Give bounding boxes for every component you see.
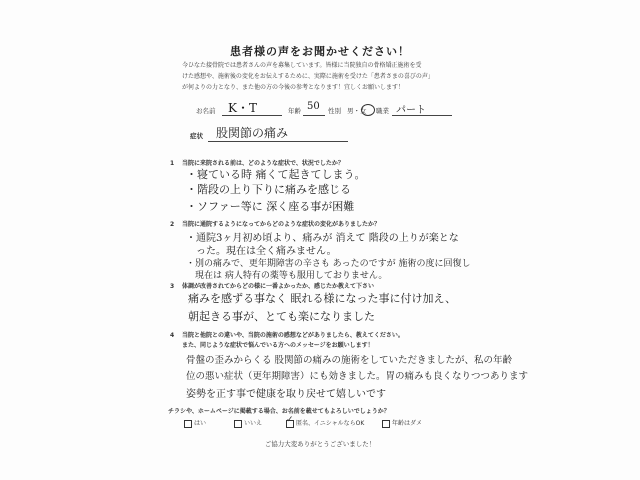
option-no-age[interactable] <box>382 418 422 428</box>
q2-answer-3: ・別の痛みで、更年期障害の辛さも あったのですが 施術の度に回復し <box>186 259 471 269</box>
q2-answer-1: ・通院3ヶ月初め頃より、痛みが 消えて 階段の上りが楽とな <box>186 233 459 244</box>
job-label: 職業 <box>376 107 389 115</box>
gender-circle-mark <box>361 104 375 116</box>
job-value: パート <box>396 105 426 116</box>
question-1-text: 当院に来院される前は、どのような症状で、状況でしたか？ <box>182 160 344 167</box>
intro-line-3: が何よりの力となり、また他の方の今後の参考となります！宜しくお願いします！ <box>182 84 405 91</box>
q3-answer-2: 朝起きる事が、とても楽になりました <box>188 310 375 323</box>
q3-answer-1: 痛みを感ずる事なく 眠れる様になった事に付け加え、 <box>188 292 457 305</box>
name-label: お名前 <box>196 107 216 115</box>
option-yes-checkbox[interactable] <box>184 420 192 428</box>
symptom-value: 股関節の痛み <box>216 126 289 140</box>
footer-thanks: ご協力大変ありがとうございました！ <box>264 440 376 448</box>
option-yes[interactable] <box>184 418 206 428</box>
option-no-checkbox[interactable] <box>234 420 242 428</box>
age-value: 50 <box>307 101 320 112</box>
intro-line-2: けた感想や、施術後の変化をお伝えするために、実際に施術を受けた「患者さまの喜びの声」 <box>182 73 434 80</box>
gender-label: 性別 <box>328 107 341 115</box>
job-underline <box>392 115 452 116</box>
question-4-subtext: また、同じような症状で悩んでいる方へのメッセージをお願いします！ <box>182 342 374 349</box>
q1-answer-2: ・階段の上り下りに痛みを感じる <box>186 183 351 196</box>
age-label: 年齢 <box>288 107 301 115</box>
option-no-label: いいえ <box>244 420 263 427</box>
option-no-age-checkbox[interactable] <box>382 420 390 428</box>
q4-answer-1: 骨盤の歪みからくる 股関節の痛みの施術をしていただきましたが、私の年齢 <box>186 355 513 366</box>
option-no[interactable] <box>234 418 262 428</box>
form-title: 患者様の声をお聞かせください！ <box>230 45 410 58</box>
q2-answer-4: 現在は 病人特有の薬等も服用しておりません。 <box>186 271 388 281</box>
q4-answer-3: 姿勢を正す事で健康を取り戻せて嬉しいです <box>186 389 386 400</box>
name-value: K・T <box>228 101 257 115</box>
question-3 <box>170 281 374 290</box>
age-underline <box>303 115 325 116</box>
publish-question: チラシや、ホームページに掲載する場合、お名前を載せてもよろしいでしょうか？ <box>168 408 390 415</box>
gender-options: 男・女 <box>347 107 367 115</box>
question-3-text: 体調が改善されてからどの様に一番よかったか、感じたか教えて下さい <box>182 283 375 290</box>
option-initials-label: 匿名、イニシャルならOK <box>296 420 365 427</box>
q1-answer-3: ・ソファー等に 深く座る事が困難 <box>186 200 355 213</box>
symptom-label: 症状 <box>190 132 203 140</box>
option-initials[interactable] <box>286 414 365 428</box>
question-4 <box>170 330 404 339</box>
option-no-age-label: 年齢はダメ <box>392 420 423 427</box>
question-4-number: 4 <box>170 332 175 339</box>
symptom-underline <box>208 141 348 142</box>
q2-answer-2: った。現在は全く痛みません。 <box>186 246 337 257</box>
checkmark-icon: ✓ <box>286 414 294 425</box>
question-1-number: 1 <box>170 160 175 167</box>
question-2 <box>170 219 380 228</box>
option-yes-label: はい <box>194 420 207 427</box>
q1-answer-1: ・寝ている時 痛くて起きてしまう。 <box>186 168 366 181</box>
intro-line-1: 今ひなた接骨院では患者さんの声を募集しています。皆様に当院独自の骨格矯正施術を受 <box>182 62 422 69</box>
question-2-text: 当院に通院するようになってからどのような症状の変化がありましたか？ <box>182 221 381 228</box>
question-4-text: 当院と他院との違いや、当院の施術の感想などがありましたら、教えてください。 <box>182 332 404 339</box>
q4-answer-2: 位の悪い症状（更年期障害）にも効きました。胃の痛みも良くなりつつあります <box>186 371 529 382</box>
name-underline <box>222 115 282 116</box>
question-3-number: 3 <box>170 283 175 290</box>
option-initials-checkbox[interactable] <box>286 414 294 428</box>
question-2-number: 2 <box>170 221 175 228</box>
